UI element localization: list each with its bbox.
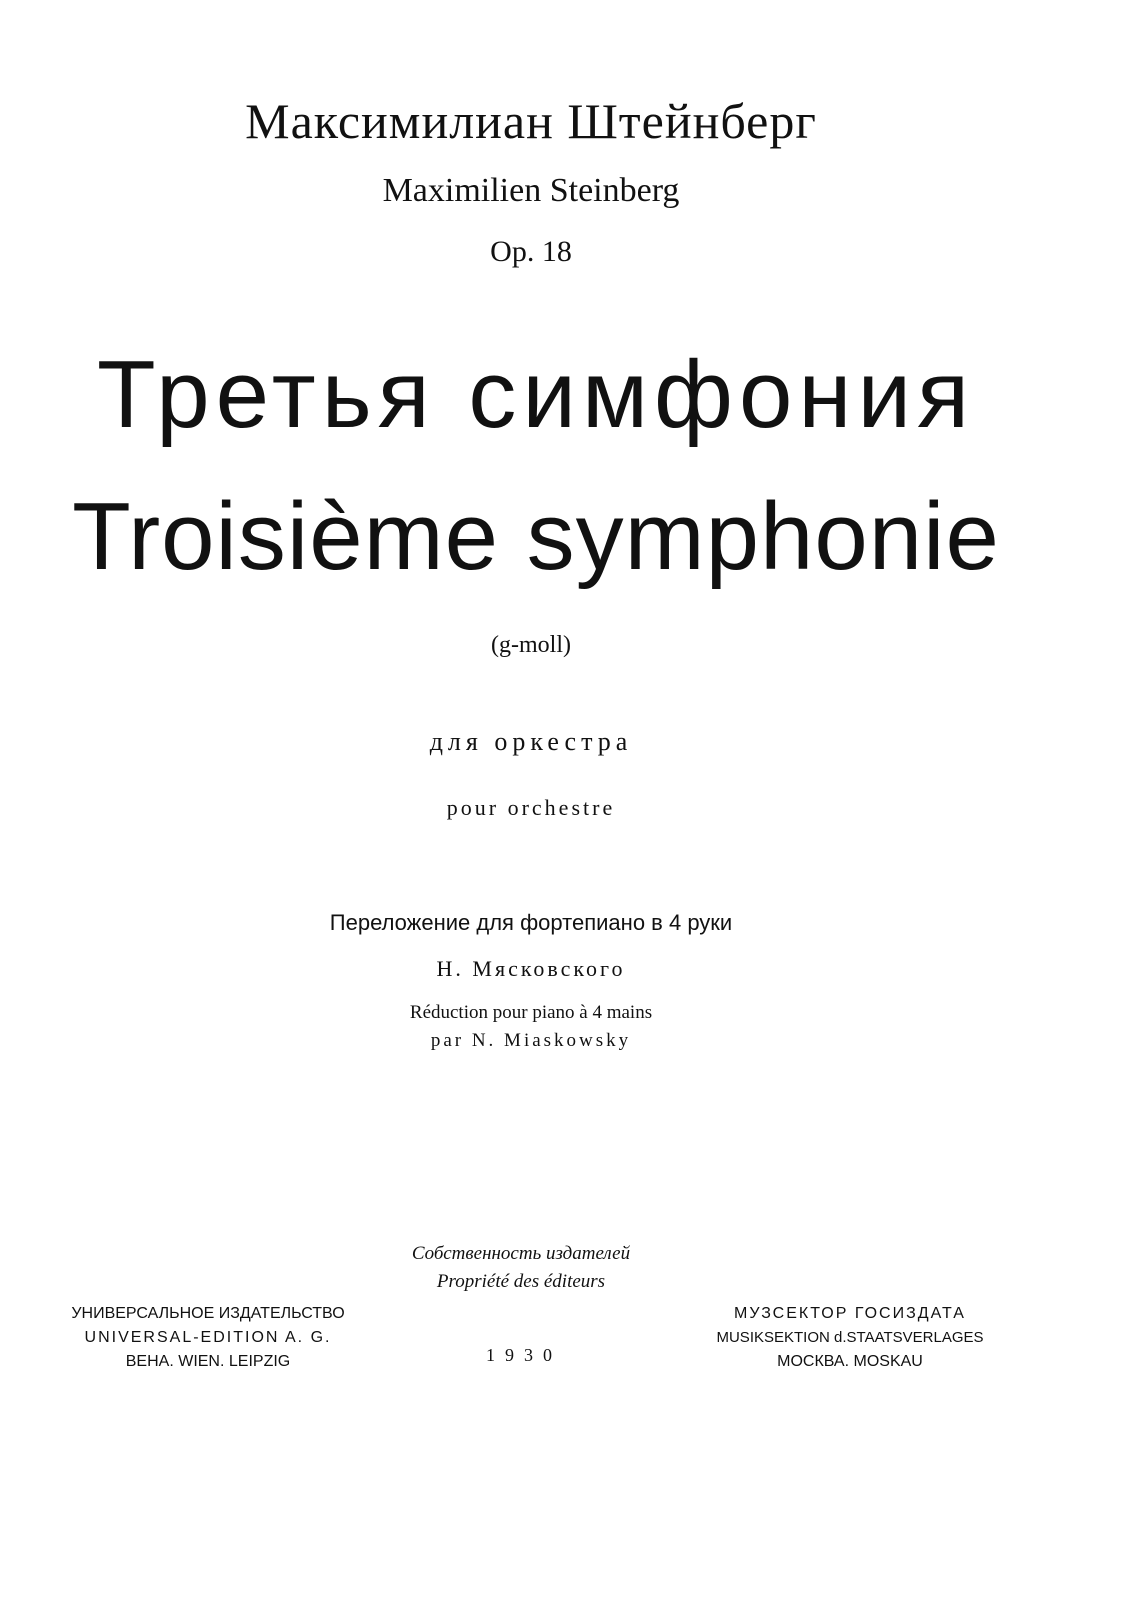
publisher-right-line: МОСКВА. MOSKAU [777,1353,923,1370]
instrumentation-ru: для оркестра [429,727,633,756]
arrangement-ru: Переложение для фортепиано в 4 руки [329,910,733,935]
work-key: (g-moll) [491,632,571,658]
property-notice-ru: Собственность издателей [411,1243,631,1264]
composer-name-fr: Maximilien Steinberg [382,172,680,209]
publisher-right-line: МУЗСЕКТОР ГОСИЗДАТА [734,1305,966,1322]
opus-number: Op. 18 [490,235,572,268]
publisher-left-line: УНИВЕРСАЛЬНОЕ ИЗДАТЕЛЬСТВО [71,1305,345,1322]
instrumentation-fr: pour orchestre [446,795,616,820]
publisher-left-line: ВЕНА. WIEN. LEIPZIG [125,1353,291,1370]
arrangement-fr: Réduction pour piano à 4 mains [409,1002,653,1023]
arranger-name-fr: par N. Miaskowsky [430,1030,632,1051]
property-notice-fr: Propriété des éditeurs [436,1271,606,1292]
work-title-ru: Третья симфония [96,341,976,448]
composer-name-ru: Максимилиан Штейнберг [245,93,817,149]
publisher-right-line: MUSIKSEKTION d.STAATSVERLAGES [716,1329,984,1346]
publication-year: 1930 [486,1345,562,1365]
arranger-name-ru: Н. Мясковского [436,956,626,981]
work-title-fr: Troisième symphonie [72,483,1000,590]
publisher-left-line: UNIVERSAL-EDITION A. G. [84,1329,332,1346]
publisher-right [690,1302,1010,1374]
